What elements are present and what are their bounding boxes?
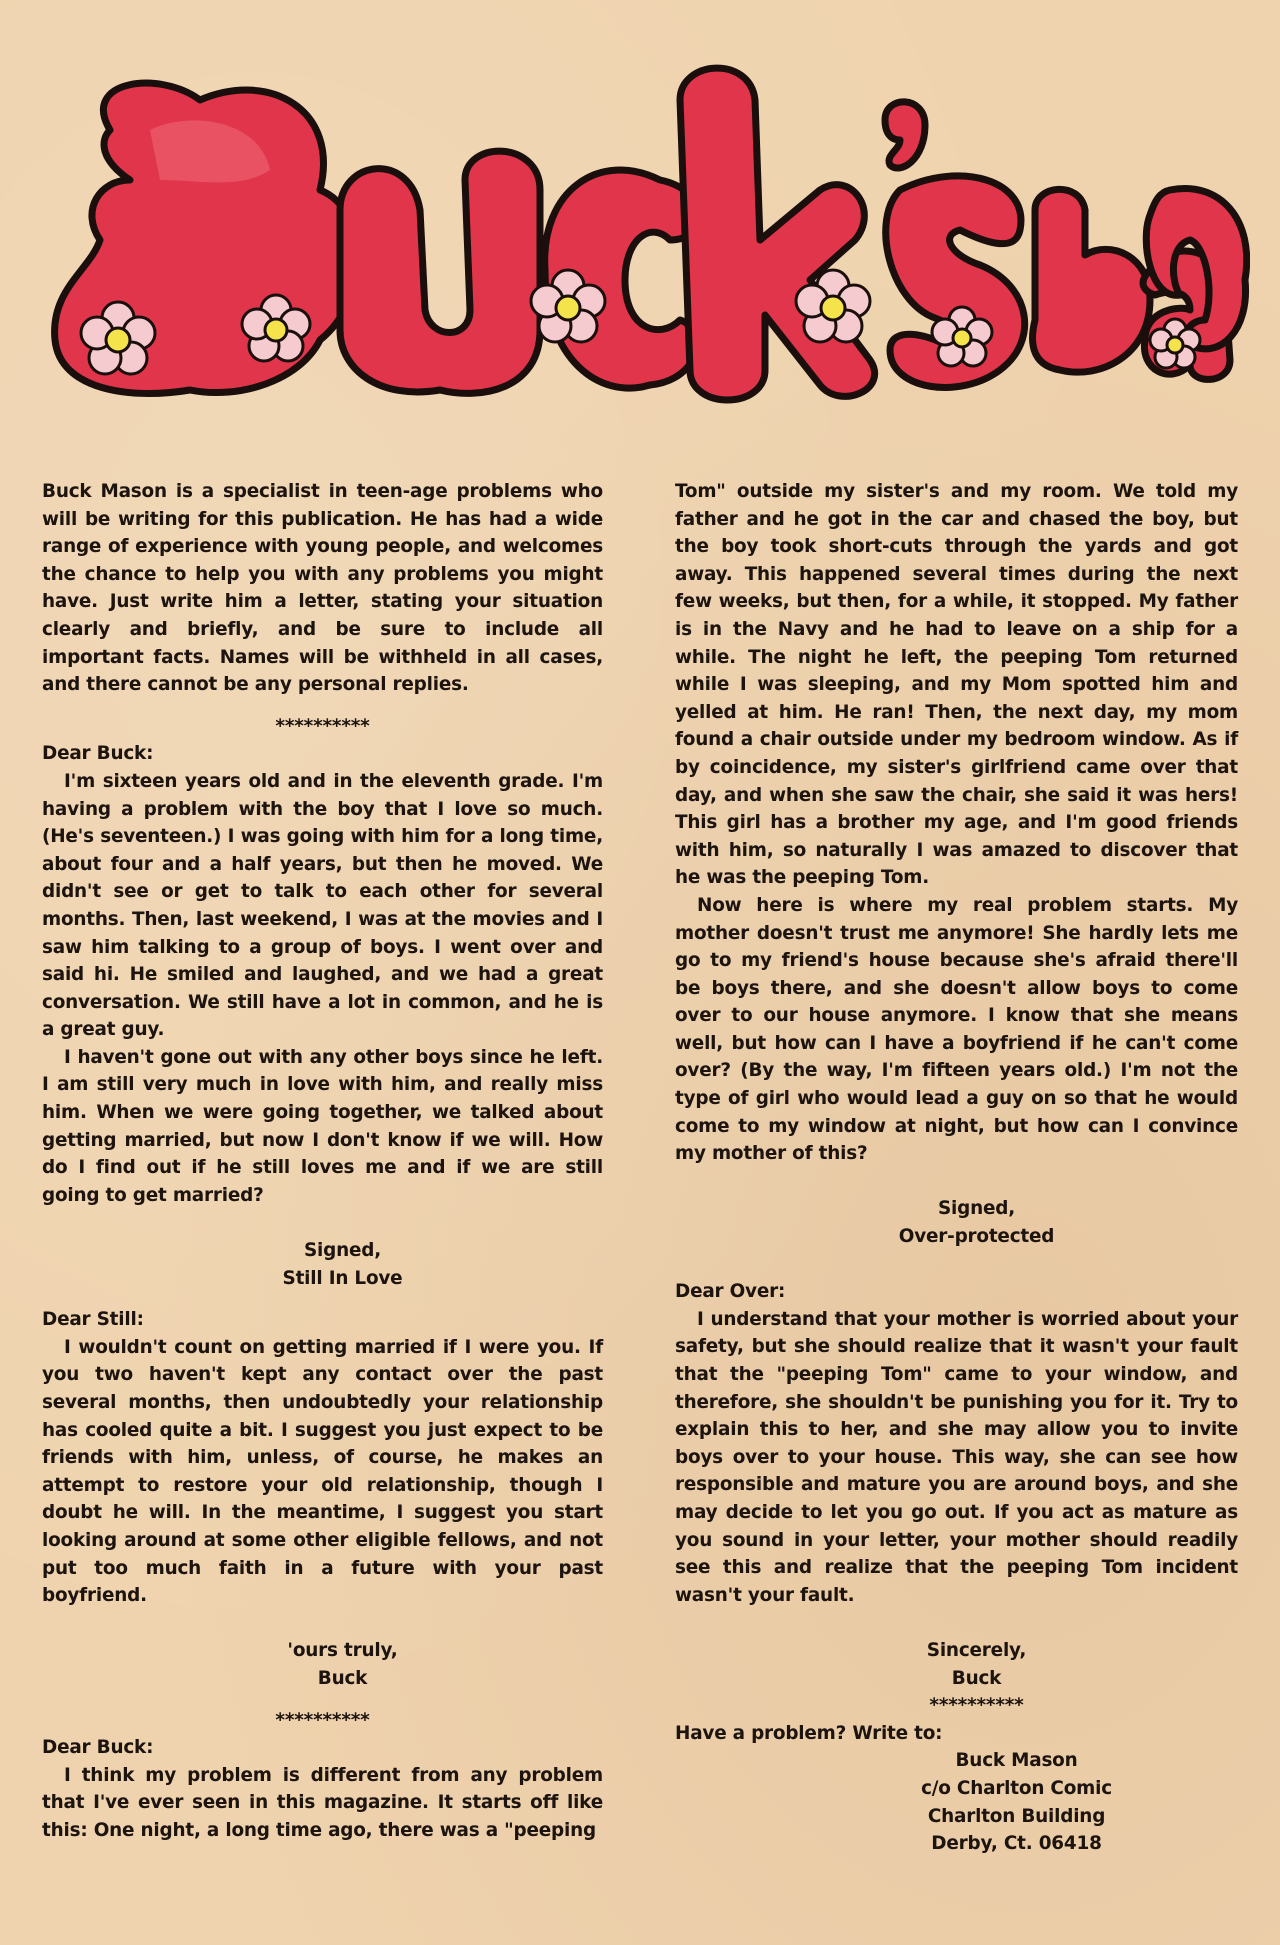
letter-paragraph: Now here is where my real problem starts. My mother doesn't trust me anymore! She hardly lets me go to my friend's house because she's afraid there'll be boys there, and she doesn't allow boys to come over to our house anymore. I know that she means well, but how can I have a boyfriend if he can't come over? (By the way, I'm fifteen years old.) I'm not the type of girl who would lead a guy on so that he would come to my window at night, but how can I convince my mother of this? — [675, 894, 1238, 1165]
right-column — [675, 478, 1238, 1858]
reply-paragraph: I wouldn't count on getting married if I were you. If you two haven't kept any contact over the past several months, then undoubtedly your relationship has cooled quite a bit. I suggest you just expect to be friends with him, unless, of course, he makes an attempt to restore your old relationship, though I doubt he will. In the meantime, I suggest you start looking around at some other eligible fellows, and not put too much faith in a future with your past boyfriend. — [42, 1336, 603, 1607]
logo-apostrophe — [885, 102, 925, 168]
separator: ********** — [275, 715, 370, 737]
letter-paragraph: I think my problem is different from any problem that I've ever seen in this magazine. It starts off like this: One night, a long time ago, there was a "peeping — [42, 1764, 603, 1841]
mailing-address — [675, 1747, 1238, 1857]
reply-signer: Buck — [317, 1667, 368, 1689]
reply-closing: 'ours truly, — [287, 1640, 398, 1662]
logo-letter-u — [340, 151, 540, 393]
reply-salutation: Dear Still: — [42, 1309, 144, 1331]
reply-closing: Sincerely, — [926, 1639, 1027, 1661]
letter-paragraph: Tom" outside my sister's and my room. We told my father and he got in the car and chased the boy, but the boy took short-cuts through the yards and got away. This happened several times during the next few weeks, but then, for a while, it stopped. My father is in the Navy and he had to leave on a ship for a while. The night he left, the peeping Tom returned while I was sleeping, and my Mom spotted him and yelled at him. He ran! Then, the next day, my mom found a chair outside under my bedroom window. As if by coincidence, my sister's girlfriend came over that day, and when she saw the chair, she said it was hers! This girl has a brother my age, and I'm good friends with him, so naturally I was amazed to discover that he was the peeping Tom. — [675, 481, 1238, 889]
logo-letter-b-small — [1033, 189, 1150, 372]
intro-paragraph: Buck Mason is a specialist in teen-age problems who will be writing for this publication. He has had a wide range of experience with young people, and welcomes the chance to help you with any problems you might have. Just write him a letter, stating your situation clearly and briefly, and be sure to include all important facts. Names will be withheld in all cases, and there cannot be any personal replies. — [42, 481, 603, 696]
address-line: Buck Mason — [955, 1750, 1078, 1772]
letter-salutation: Dear Buck: — [42, 1737, 154, 1759]
reply-salutation: Dear Over: — [675, 1281, 786, 1303]
letter-paragraph: I'm sixteen years old and in the eleventh grade. I'm having a problem with the boy that I love so much. (He's seventeen.) I was going with him for a long time, about four and a half years, but then he moved. We didn't see or get to talk to each other for several months. Then, last weekend, I was at the movies and I saw him talking to a group of boys. I went over and said hi. He smiled and laughed, and we had a great conversation. We still have a lot in common, and he is a great guy. — [42, 770, 603, 1041]
letter-signed: Signed, — [937, 1198, 1016, 1220]
reply-signer: Buck — [951, 1667, 1002, 1689]
address-line: Charlton Building — [927, 1805, 1106, 1827]
bucks-bag-logo — [40, 40, 1250, 480]
separator: ********** — [929, 1695, 1024, 1717]
letter-signer: Over-protected — [898, 1226, 1055, 1248]
letter-signed: Signed, — [303, 1240, 382, 1262]
reply-paragraph: I understand that your mother is worried about your safety, but she should realize that it wasn't your fault that the "peeping Tom" came to your window, and therefore, she shouldn't be punishing you for it. Try to explain this to her, and she may allow you to invite boys over to your house. This way, she can see how responsible and mature you are around boys, and she may decide to let you go out. If you act as mature as you sound in your letter, your mother should readily see this and realize that the peeping Tom incident wasn't your fault. — [675, 1308, 1238, 1606]
left-column — [42, 478, 603, 1845]
separator: ********** — [275, 1709, 370, 1731]
logo-letter-k — [680, 68, 875, 400]
letter-salutation: Dear Buck: — [42, 743, 154, 765]
address-line: Derby, Ct. 06418 — [931, 1833, 1102, 1855]
write-to-heading: Have a problem? Write to: — [675, 1722, 943, 1744]
letter-signer: Still In Love — [282, 1267, 403, 1289]
letter-paragraph: I haven't gone out with any other boys since he left. I am still very much in love with him, and really miss him. When we were going together, we talked about getting married, but now I don't know if we will. How do I find out if he still loves me and if we are still going to get married? — [42, 1046, 603, 1206]
address-line: c/o Charlton Comic — [921, 1777, 1112, 1799]
